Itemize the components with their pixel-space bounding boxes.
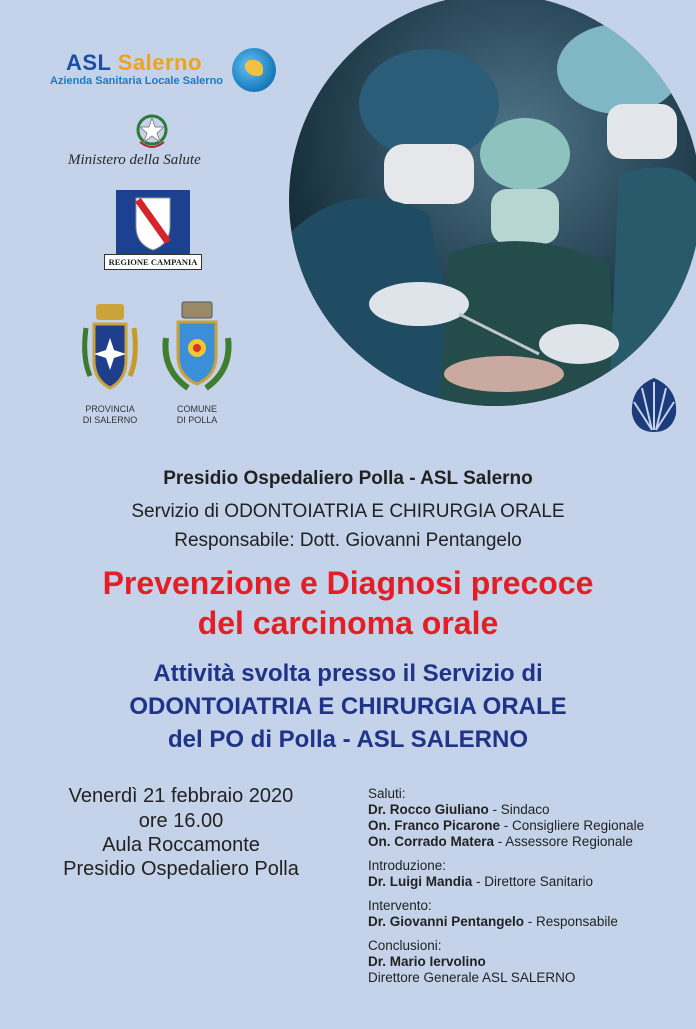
surgery-photo xyxy=(289,0,696,406)
saluti-item: Dr. Rocco Giuliano - Sindaco xyxy=(368,802,550,817)
attivita-line2: ODONTOIATRIA E CHIRURGIA ORALE xyxy=(129,693,567,720)
intervento-heading: Intervento: xyxy=(368,898,432,913)
asl-globe-icon xyxy=(232,48,276,92)
comune-label-line1: COMUNE xyxy=(177,404,217,414)
conclusioni-name: Dr. Mario Iervolino xyxy=(368,954,486,969)
regione-campania-label: REGIONE CAMPANIA xyxy=(104,254,202,270)
intervento-item: Dr. Giovanni Pentangelo - Responsabile xyxy=(368,914,618,929)
introduzione-heading: Introduzione: xyxy=(368,858,447,873)
comune-label-line2: DI POLLA xyxy=(176,415,218,425)
servizio-text: Servizio di ODONTOIATRIA E CHIRURGIA ORALE xyxy=(131,501,565,522)
event-time: ore 16.00 xyxy=(138,810,224,832)
responsabile-text: Responsabile: Dott. Giovanni Pentangelo xyxy=(174,530,522,551)
provincia-label-line1: PROVINCIA xyxy=(85,404,135,414)
provincia-coat-of-arms-icon xyxy=(80,298,140,396)
shell-logo-icon xyxy=(628,374,680,436)
conclusioni-role: Direttore Generale ASL SALERNO xyxy=(368,970,576,985)
event-venue: Presidio Ospedaliero Polla xyxy=(63,858,299,880)
italian-emblem-icon xyxy=(134,112,170,150)
saluti-item: On. Corrado Matera - Assessore Regionale xyxy=(368,834,633,849)
presidio-heading: Presidio Ospedaliero Polla - ASL Salerno xyxy=(163,468,533,489)
conclusioni-heading: Conclusioni: xyxy=(368,938,442,953)
event-room: Aula Roccamonte xyxy=(102,834,260,856)
main-title-line2: del carcinoma orale xyxy=(197,605,499,641)
comune-label xyxy=(160,404,234,426)
event-date: Venerdì 21 febbraio 2020 xyxy=(68,785,294,807)
introduzione-item: Dr. Luigi Mandia - Direttore Sanitario xyxy=(368,874,594,889)
asl-logo-text: ASL Salerno xyxy=(66,50,202,75)
saluti-heading: Saluti: xyxy=(368,786,406,801)
provincia-label-line2: DI SALERNO xyxy=(82,415,138,425)
saluti-item: On. Franco Picarone - Consigliere Regionale xyxy=(368,818,645,833)
asl-subtitle: Azienda Sanitaria Locale Salerno xyxy=(50,75,224,87)
provincia-label xyxy=(74,404,146,426)
attivita-line1: Attività svolta presso il Servizio di xyxy=(153,660,543,687)
ministero-label: Ministero della Salute xyxy=(68,152,201,168)
attivita-line3: del PO di Polla - ASL SALERNO xyxy=(167,726,529,753)
comune-coat-of-arms-icon xyxy=(158,298,236,396)
regione-campania-shield-icon xyxy=(116,190,190,256)
main-title-line1: Prevenzione e Diagnosi precoce xyxy=(102,565,594,601)
